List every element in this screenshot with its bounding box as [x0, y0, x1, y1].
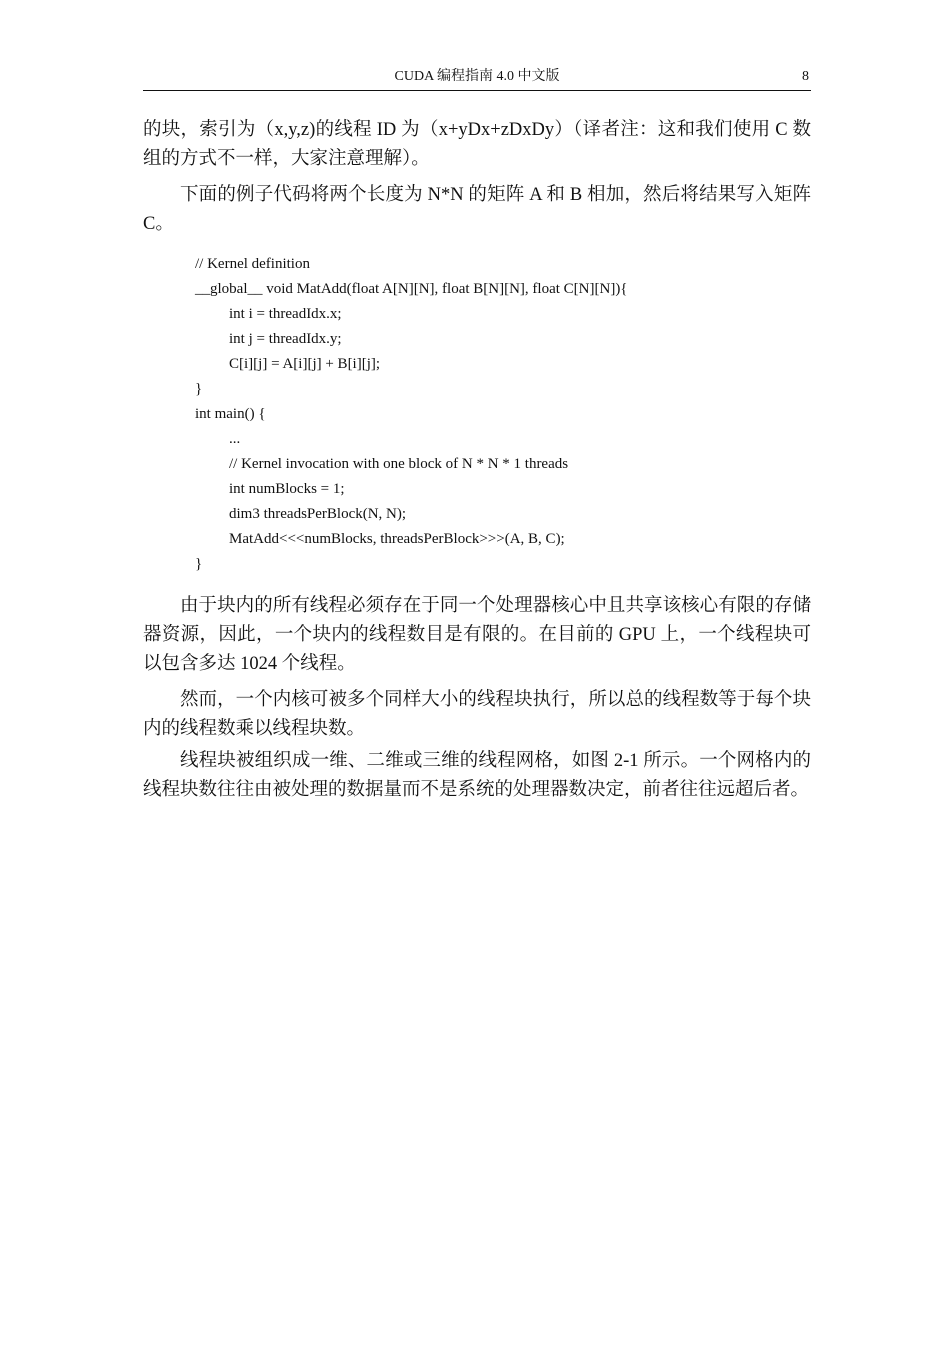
code-line: __global__ void MatAdd(float A[N][N], float B[N][N], float C[N][N]){ — [195, 281, 628, 297]
code-line: } — [195, 381, 203, 397]
code-line: MatAdd<<<numBlocks, threadsPerBlock>>>(A, B, C); — [229, 531, 565, 547]
code-line: // Kernel definition — [195, 256, 310, 272]
page-header — [143, 66, 811, 91]
code-line: int numBlocks = 1; — [229, 481, 345, 497]
code-line: C[i][j] = A[i][j] + B[i][j]; — [229, 356, 381, 372]
code-line: ... — [229, 431, 241, 447]
code-line: int main() { — [195, 406, 266, 422]
code-line: // Kernel invocation with one block of N * N * 1 threads — [229, 456, 569, 472]
code-line: } — [195, 556, 203, 572]
paragraph-grid-organization: 线程块被组织成一维、二维或三维的线程网格，如图 2-1 所示。一个网格内的线程块数往往由被处理的数据量而不是系统的处理器数决定，前者往往远超后者。 — [143, 751, 811, 800]
paragraph-total-threads: 然而，一个内核可被多个同样大小的线程块执行，所以总的线程数等于每个块内的线程数乘以线程块数。 — [143, 690, 811, 739]
code-block — [195, 252, 795, 577]
page-number: 8 — [802, 69, 809, 84]
paragraph-thread-index: 的块，索引为（x,y,z)的线程 ID 为（x+yDx+zDxDy）（译者注：这和我们使用 C 数组的方式不一样，大家注意理解）。 — [143, 120, 811, 169]
paragraph-thread-limit: 由于块内的所有线程必须存在于同一个处理器核心中且共享该核心有限的存储器资源，因此，一个块内的线程数目是有限的。在目前的 GPU 上，一个线程块可以包含多达 1024 个线程。 — [143, 596, 811, 674]
code-line: int i = threadIdx.x; — [229, 306, 342, 322]
code-line: int j = threadIdx.y; — [229, 331, 342, 347]
code-line: dim3 threadsPerBlock(N, N); — [229, 506, 407, 522]
paragraph-example-intro: 下面的例子代码将两个长度为 N*N 的矩阵 A 和 B 相加，然后将结果写入矩阵 C。 — [143, 185, 811, 234]
header-title: CUDA 编程指南 4.0 中文版 — [394, 69, 560, 84]
